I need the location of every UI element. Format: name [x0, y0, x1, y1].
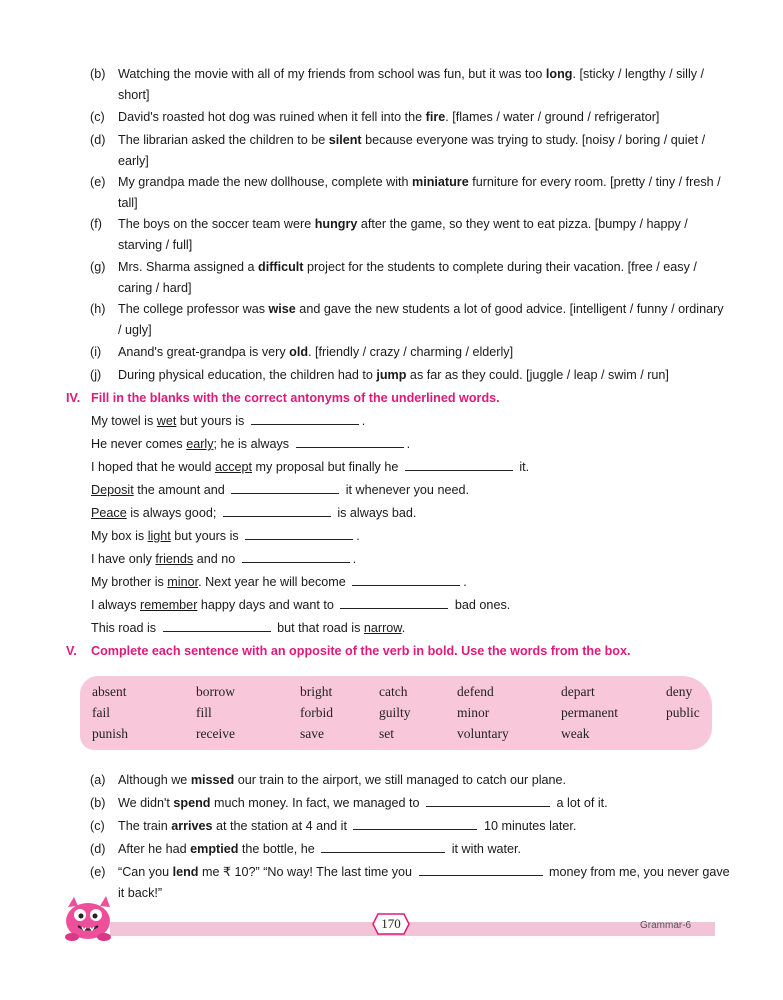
word-box-word: public: [666, 705, 700, 720]
fill-line: My brother is minor. Next year he will become .: [91, 575, 467, 589]
answer-blank[interactable]: [251, 413, 359, 425]
fill-line: My box is light but yours is .: [91, 529, 360, 543]
answer-blank[interactable]: [223, 505, 331, 517]
section-heading: V. Complete each sentence with an opposite of the verb in bold. Use the words from the box.: [66, 644, 631, 658]
question-item: (e) My grandpa made the new dollhouse, complete with miniature furniture for every room. [pretty / tiny / fresh / tall]: [90, 175, 721, 210]
section-heading: IV. Fill in the blanks with the correct antonyms of the underlined words.: [66, 391, 500, 405]
word-box-word: defend: [457, 684, 494, 699]
word-box-word: receive: [196, 726, 235, 741]
fill-line: This road is but that road is narrow.: [91, 621, 406, 635]
answer-blank[interactable]: [405, 459, 513, 471]
word-box-word: voluntary: [457, 726, 509, 741]
question-item: (c) The train arrives at the station at 4 and it 10 minutes later.: [90, 819, 577, 833]
answer-blank[interactable]: [245, 528, 353, 540]
answer-blank[interactable]: [426, 795, 550, 807]
answer-blank[interactable]: [321, 841, 445, 853]
pink-monster-mascot-icon: [58, 893, 120, 945]
fill-line: Peace is always good; is always bad.: [91, 506, 417, 520]
fill-line: I hoped that he would accept my proposal but finally he it.: [91, 460, 530, 474]
question-item: (b) We didn't spend much money. In fact, we managed to a lot of it.: [90, 796, 608, 810]
word-box-word: depart: [561, 684, 595, 699]
word-box-word: deny: [666, 684, 693, 699]
fill-line: He never comes early; he is always .: [91, 437, 411, 451]
word-box-word: absent: [92, 684, 127, 699]
question-item: (g) Mrs. Sharma assigned a difficult project for the students to complete during their vacation. [free / easy / caring / hard]: [90, 260, 697, 295]
fill-line: I always remember happy days and want to bad ones.: [91, 598, 511, 612]
word-box-word: punish: [92, 726, 129, 741]
answer-blank[interactable]: [352, 574, 460, 586]
word-box-word: forbid: [300, 705, 333, 720]
page-number: 170: [372, 912, 410, 936]
word-box-word: minor: [457, 705, 490, 720]
question-item: (h) The college professor was wise and gave the new students a lot of good advice. [intelligent / funny / ordinary / ugly]: [90, 302, 724, 337]
question-item: (b) Watching the movie with all of my friends from school was fun, but it was too long. [sticky / lengthy / silly / short]: [90, 67, 705, 102]
word-box-word: catch: [379, 684, 408, 699]
answer-blank[interactable]: [419, 864, 543, 876]
question-item: (j) During physical education, the children had to jump as far as they could. [juggle / leap / swim / run]: [90, 368, 669, 382]
answer-blank[interactable]: [353, 818, 477, 830]
question-item: (i) Anand's great-grandpa is very old. [friendly / crazy / charming / elderly]: [90, 345, 514, 359]
fill-line: Deposit the amount and it whenever you need.: [91, 483, 469, 497]
word-box-word: fail: [92, 705, 110, 720]
answer-blank[interactable]: [296, 436, 404, 448]
fill-line: My towel is wet but yours is .: [91, 414, 366, 428]
question-item: (a) Although we missed our train to the airport, we still managed to catch our plane.: [90, 773, 567, 787]
answer-blank[interactable]: [340, 597, 448, 609]
answer-blank[interactable]: [163, 620, 271, 632]
word-box-word: permanent: [561, 705, 618, 720]
answer-blank[interactable]: [242, 551, 350, 563]
word-box-word: borrow: [196, 684, 235, 699]
question-item: (e) “Can you lend me ₹ 10?” “No way! The last time you money from me, you never gave it back!”: [90, 865, 730, 900]
question-item: (d) The librarian asked the children to be silent because everyone was trying to study. [noisy / boring / quiet / early]: [90, 133, 706, 168]
book-title: Grammar-6: [640, 920, 692, 931]
word-box-word: set: [379, 726, 394, 741]
fill-line: I have only friends and no .: [91, 552, 357, 566]
answer-blank[interactable]: [231, 482, 339, 494]
question-item: (f) The boys on the soccer team were hungry after the game, so they went to eat pizza. [bumpy / happy / starving / full]: [90, 217, 688, 252]
question-item: (c) David's roasted hot dog was ruined when it fell into the fire. [flames / water / ground / refrigerator]: [90, 110, 660, 124]
question-item: (d) After he had emptied the bottle, he it with water.: [90, 842, 522, 856]
word-box-word: weak: [561, 726, 590, 741]
word-box-word: save: [300, 726, 324, 741]
footer-bar: [110, 922, 715, 936]
word-box-word: bright: [300, 684, 333, 699]
word-box-word: fill: [196, 705, 212, 720]
word-box-word: guilty: [379, 705, 411, 720]
